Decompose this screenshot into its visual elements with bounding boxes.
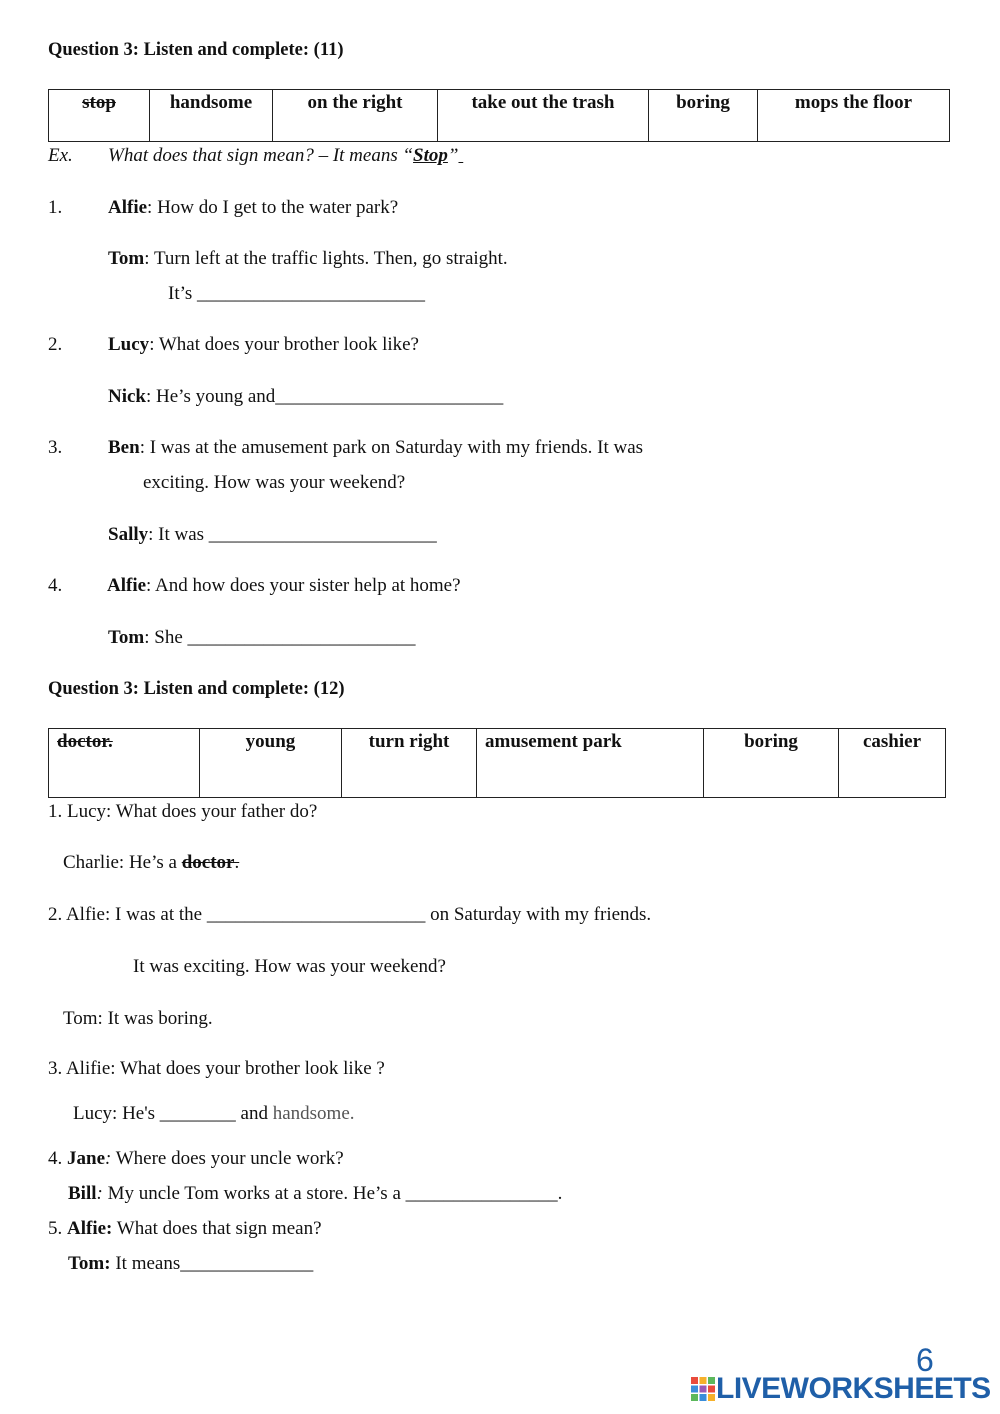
- item-number: 2.: [48, 334, 63, 355]
- answer-blank-line: It’s ________________________: [168, 283, 426, 304]
- question-line-continued: It was exciting. How was your weekend?: [133, 956, 446, 977]
- word-bank-cell: amusement park: [477, 729, 704, 798]
- question-line: 3. Alifie: What does your brother look like ?: [48, 1058, 385, 1079]
- item-number: 1.: [48, 197, 63, 218]
- liveworksheets-logo: [690, 1372, 991, 1406]
- page-number: 6: [916, 1342, 934, 1378]
- dialogue-line: Nick: He’s young and________________________: [108, 386, 504, 407]
- answer-line: Charlie: He’s a doctor.: [63, 852, 240, 873]
- example-line: What does that sign mean? – It means “Stop”: [108, 145, 459, 166]
- word-bank-cell: take out the trash: [438, 90, 649, 142]
- word-bank-cell: cashier: [839, 729, 946, 798]
- question-line: 5. Alfie: What does that sign mean?: [48, 1218, 322, 1239]
- question-line: 1. Lucy: What does your father do?: [48, 801, 318, 822]
- dialogue-line: Sally: It was ________________________: [108, 524, 437, 545]
- question-line: 4. Jane: Where does your uncle work?: [48, 1148, 344, 1169]
- dialogue-line: Tom: Turn left at the traffic lights. Then, go straight.: [108, 248, 508, 269]
- answer-line: Lucy: He's ________ and handsome.: [73, 1103, 355, 1124]
- answer-line: Tom: It was boring.: [63, 1008, 213, 1029]
- example-label: Ex.: [48, 145, 73, 166]
- dialogue-line: Tom: She ________________________: [108, 627, 416, 648]
- section1-heading: Question 3: Listen and complete: (11): [48, 40, 344, 60]
- question-line: 2. Alfie: I was at the _______________________ on Saturday with my friends.: [48, 904, 652, 925]
- word-bank-table-1: [48, 89, 950, 142]
- word-bank-cell: stop: [49, 90, 150, 142]
- word-bank-cell: boring: [649, 90, 758, 142]
- liveworksheets-logo-icon: [690, 1376, 716, 1402]
- answer-line: Bill: My uncle Tom works at a store. He’s a ________________.: [68, 1183, 563, 1204]
- dialogue-line: Lucy: What does your brother look like?: [108, 334, 419, 355]
- word-bank-cell: mops the floor: [758, 90, 950, 142]
- answer-line: Tom: It means______________: [68, 1253, 314, 1274]
- dialogue-line: Ben: I was at the amusement park on Saturday with my friends. It was: [108, 437, 644, 458]
- word-bank-cell: young: [200, 729, 342, 798]
- word-bank-cell: on the right: [273, 90, 438, 142]
- dialogue-line-continued: exciting. How was your weekend?: [143, 472, 406, 493]
- word-bank-cell: turn right: [342, 729, 477, 798]
- word-bank-cell: handsome: [150, 90, 273, 142]
- word-bank-cell: doctor.: [49, 729, 200, 798]
- item-number: 3.: [48, 437, 63, 458]
- example-answer: Stop: [413, 145, 448, 166]
- word-bank-table-2: [48, 728, 946, 798]
- dialogue-line: Alfie: And how does your sister help at home?: [107, 575, 461, 596]
- dialogue-line: Alfie: How do I get to the water park?: [108, 197, 399, 218]
- word-bank-cell: boring: [704, 729, 839, 798]
- section2-heading: Question 3: Listen and complete: (12): [48, 679, 345, 699]
- logo-text: LIVEWORKSHEETS: [716, 1372, 991, 1405]
- item-number: 4.: [48, 575, 63, 596]
